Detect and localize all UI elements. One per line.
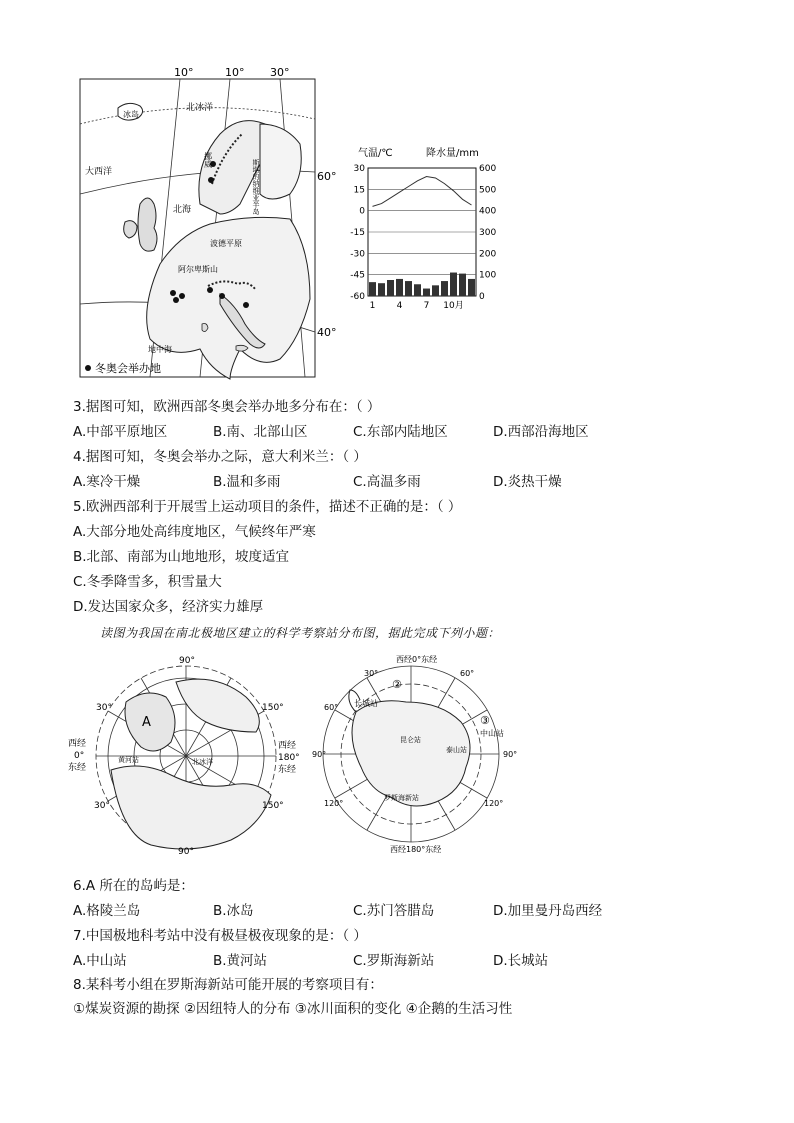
lon-label: 90° [312,750,327,759]
temp-tick-label: -30 [350,249,365,260]
temp-tick-label: 15 [353,185,365,196]
host-city-dot [170,290,176,296]
question-7-stem: 7.中国极地科考站中没有极昼极夜现象的是：（ ） [73,928,367,944]
lat-label: 60° [317,170,337,183]
lon-label: 西经0°东经 [396,655,438,664]
section-intro: 读图为我国在南北极地区建立的科学考察站分布图，据此完成下列小题： [100,626,501,640]
place-label: 北冰洋 [186,103,214,113]
q5-option-a[interactable]: A.大部分地处高纬度地区，气候终年严寒 [73,524,316,540]
question-3-stem: 3.据图可知，欧洲西部冬奥会举办地多分布在：（ ） [73,399,381,415]
q3-option-c[interactable]: C.东部内陆地区 [353,424,448,440]
lon-label: 90° [178,847,194,857]
precip-tick-label: 500 [479,185,497,196]
lon-label: 150° [262,703,284,713]
precip-tick-label: 0 [479,292,485,302]
q5-option-c[interactable]: C.冬季降雪多，积雪量大 [73,574,222,590]
q4-option-a[interactable]: A.寒冷干燥 [73,474,141,490]
precip-tick-label: 300 [479,228,497,238]
host-city-dot [173,297,179,303]
lon-label: 30° [94,801,110,811]
lon-label: 120° [484,799,504,808]
precip-bar [441,281,448,296]
q5-option-b[interactable]: B.北部、南部为山地地形，坡度适宜 [73,549,290,565]
lon-label: 10° [174,66,194,79]
q7-option-d[interactable]: D.长城站 [493,953,549,969]
station-label: 罗斯海新站 [384,794,419,802]
q3-option-a[interactable]: A.中部平原地区 [73,424,168,440]
place-label: 挪威 [203,152,213,168]
lon-label: 30° [364,669,379,678]
lon-label: 150° [262,801,284,811]
month-tick-label: 10月 [443,301,464,311]
q4-option-d[interactable]: D.炎热干燥 [493,474,562,490]
precip-bar [378,283,385,296]
lon-label: 西经 [278,741,297,751]
lon-label: 180° [278,753,300,763]
temp-tick-label: -15 [350,228,365,238]
question-6-stem: 6.A 所在的岛屿是： [73,878,194,894]
question-5-stem: 5.欧洲西部利于开展雪上运动项目的条件，描述不正确的是：（ ） [73,499,462,515]
lat-label: 40° [317,326,337,339]
ocean-label: 北冰洋 [192,758,213,766]
question-8-stem: 8.某科考小组在罗斯海新站可能开展的考察项目有： [73,977,383,993]
q4-option-b[interactable]: B.温和多雨 [213,474,281,490]
region-label-a: A [142,715,151,730]
precip-tick-label: 400 [479,206,497,217]
precip-tick-label: 600 [479,164,497,174]
precip-bar [369,282,376,296]
host-city-dot [219,293,225,299]
q3-option-b[interactable]: B.南、北部山区 [213,424,308,440]
lon-label: 60° [324,703,339,712]
place-label: 斯堪的纳维亚半岛 [252,159,260,215]
q4-option-c[interactable]: C.高温多雨 [353,474,421,490]
q5-option-d[interactable]: D.发达国家众多，经济实力雄厚 [73,599,264,615]
q6-option-b[interactable]: B.冰岛 [213,903,254,919]
place-label: 波德平原 [210,239,242,248]
q6-option-d[interactable]: D.加里曼丹岛西经 [493,903,603,919]
precip-bar [459,274,466,296]
temp-tick-label: 30 [353,164,365,174]
precip-tick-label: 200 [479,249,497,260]
q6-option-c[interactable]: C.苏门答腊岛 [353,903,435,919]
place-label: 地中海 [148,345,172,354]
month-tick-label: 1 [369,301,376,311]
temp-tick-label: -45 [350,270,365,281]
lon-label: 东经 [278,765,297,775]
lon-label: 60° [460,669,475,678]
legend-label: 冬奥会举办地 [95,362,161,375]
host-city-dot [243,302,249,308]
temp-tick-label: -60 [350,292,365,302]
lon-label: 10° [225,66,245,79]
q7-option-a[interactable]: A.中山站 [73,953,127,969]
legend-dot [85,365,91,371]
station-label: 昆仑站 [400,736,421,744]
lon-label: 西经 [68,739,87,749]
station-label: 泰山站 [446,746,467,754]
place-label: 冰岛 [123,110,139,119]
q7-option-c[interactable]: C.罗斯海新站 [353,953,435,969]
lon-label: 0° [74,751,85,761]
precip-bar [396,279,403,296]
precip-bar [387,280,394,296]
temp-axis-label: 气温/℃ [358,148,393,159]
precip-bar [450,273,457,296]
lon-label: 东经 [68,763,87,773]
q6-option-a[interactable]: A.格陵兰岛 [73,903,141,919]
precip-bar [468,279,475,296]
month-tick-label: 7 [423,301,430,311]
station-label: 黄河站 [118,756,139,764]
climate-chart [338,142,508,318]
lon-label: 120° [324,799,344,808]
place-label: 阿尔卑斯山 [178,265,218,274]
europe-map [70,64,337,384]
precip-bar [423,289,430,296]
question-4-stem: 4.据图可知，冬奥会举办之际，意大利米兰：（ ） [73,449,367,465]
marker-3: ③ [480,714,490,727]
month-tick-label: 4 [396,301,403,311]
q8-items: ①煤炭资源的勘探 ②因纽特人的分布 ③冰川面积的变化 ④企鹅的生活习性 [73,1001,513,1017]
precip-bar [432,285,439,296]
lon-label: 90° [503,750,518,759]
lon-label: 90° [179,656,195,666]
lon-label: 30° [96,703,112,713]
host-city-dot [179,293,185,299]
marker-2: ② [392,678,402,691]
temp-tick-label: 0 [359,206,365,217]
q7-option-b[interactable]: B.黄河站 [213,953,268,969]
station-label: 长城站 [354,699,378,708]
arctic-map [66,652,306,858]
lon-label: 西经180°东经 [390,845,442,854]
temperature-curve [373,177,472,207]
precip-bar [405,281,412,296]
antarctic-map [304,652,534,858]
precip-tick-label: 100 [479,270,497,281]
station-label: 中山站 [480,729,504,738]
host-city-dot [207,287,213,293]
precip-bar [414,284,421,296]
place-label: 北海 [173,205,192,215]
lon-label: 30° [270,66,290,79]
place-label: 大西洋 [85,167,113,177]
host-city-dot [208,177,214,183]
q3-option-d[interactable]: D.西部沿海地区 [493,424,589,440]
precip-axis-label: 降水量/mm [426,148,479,159]
